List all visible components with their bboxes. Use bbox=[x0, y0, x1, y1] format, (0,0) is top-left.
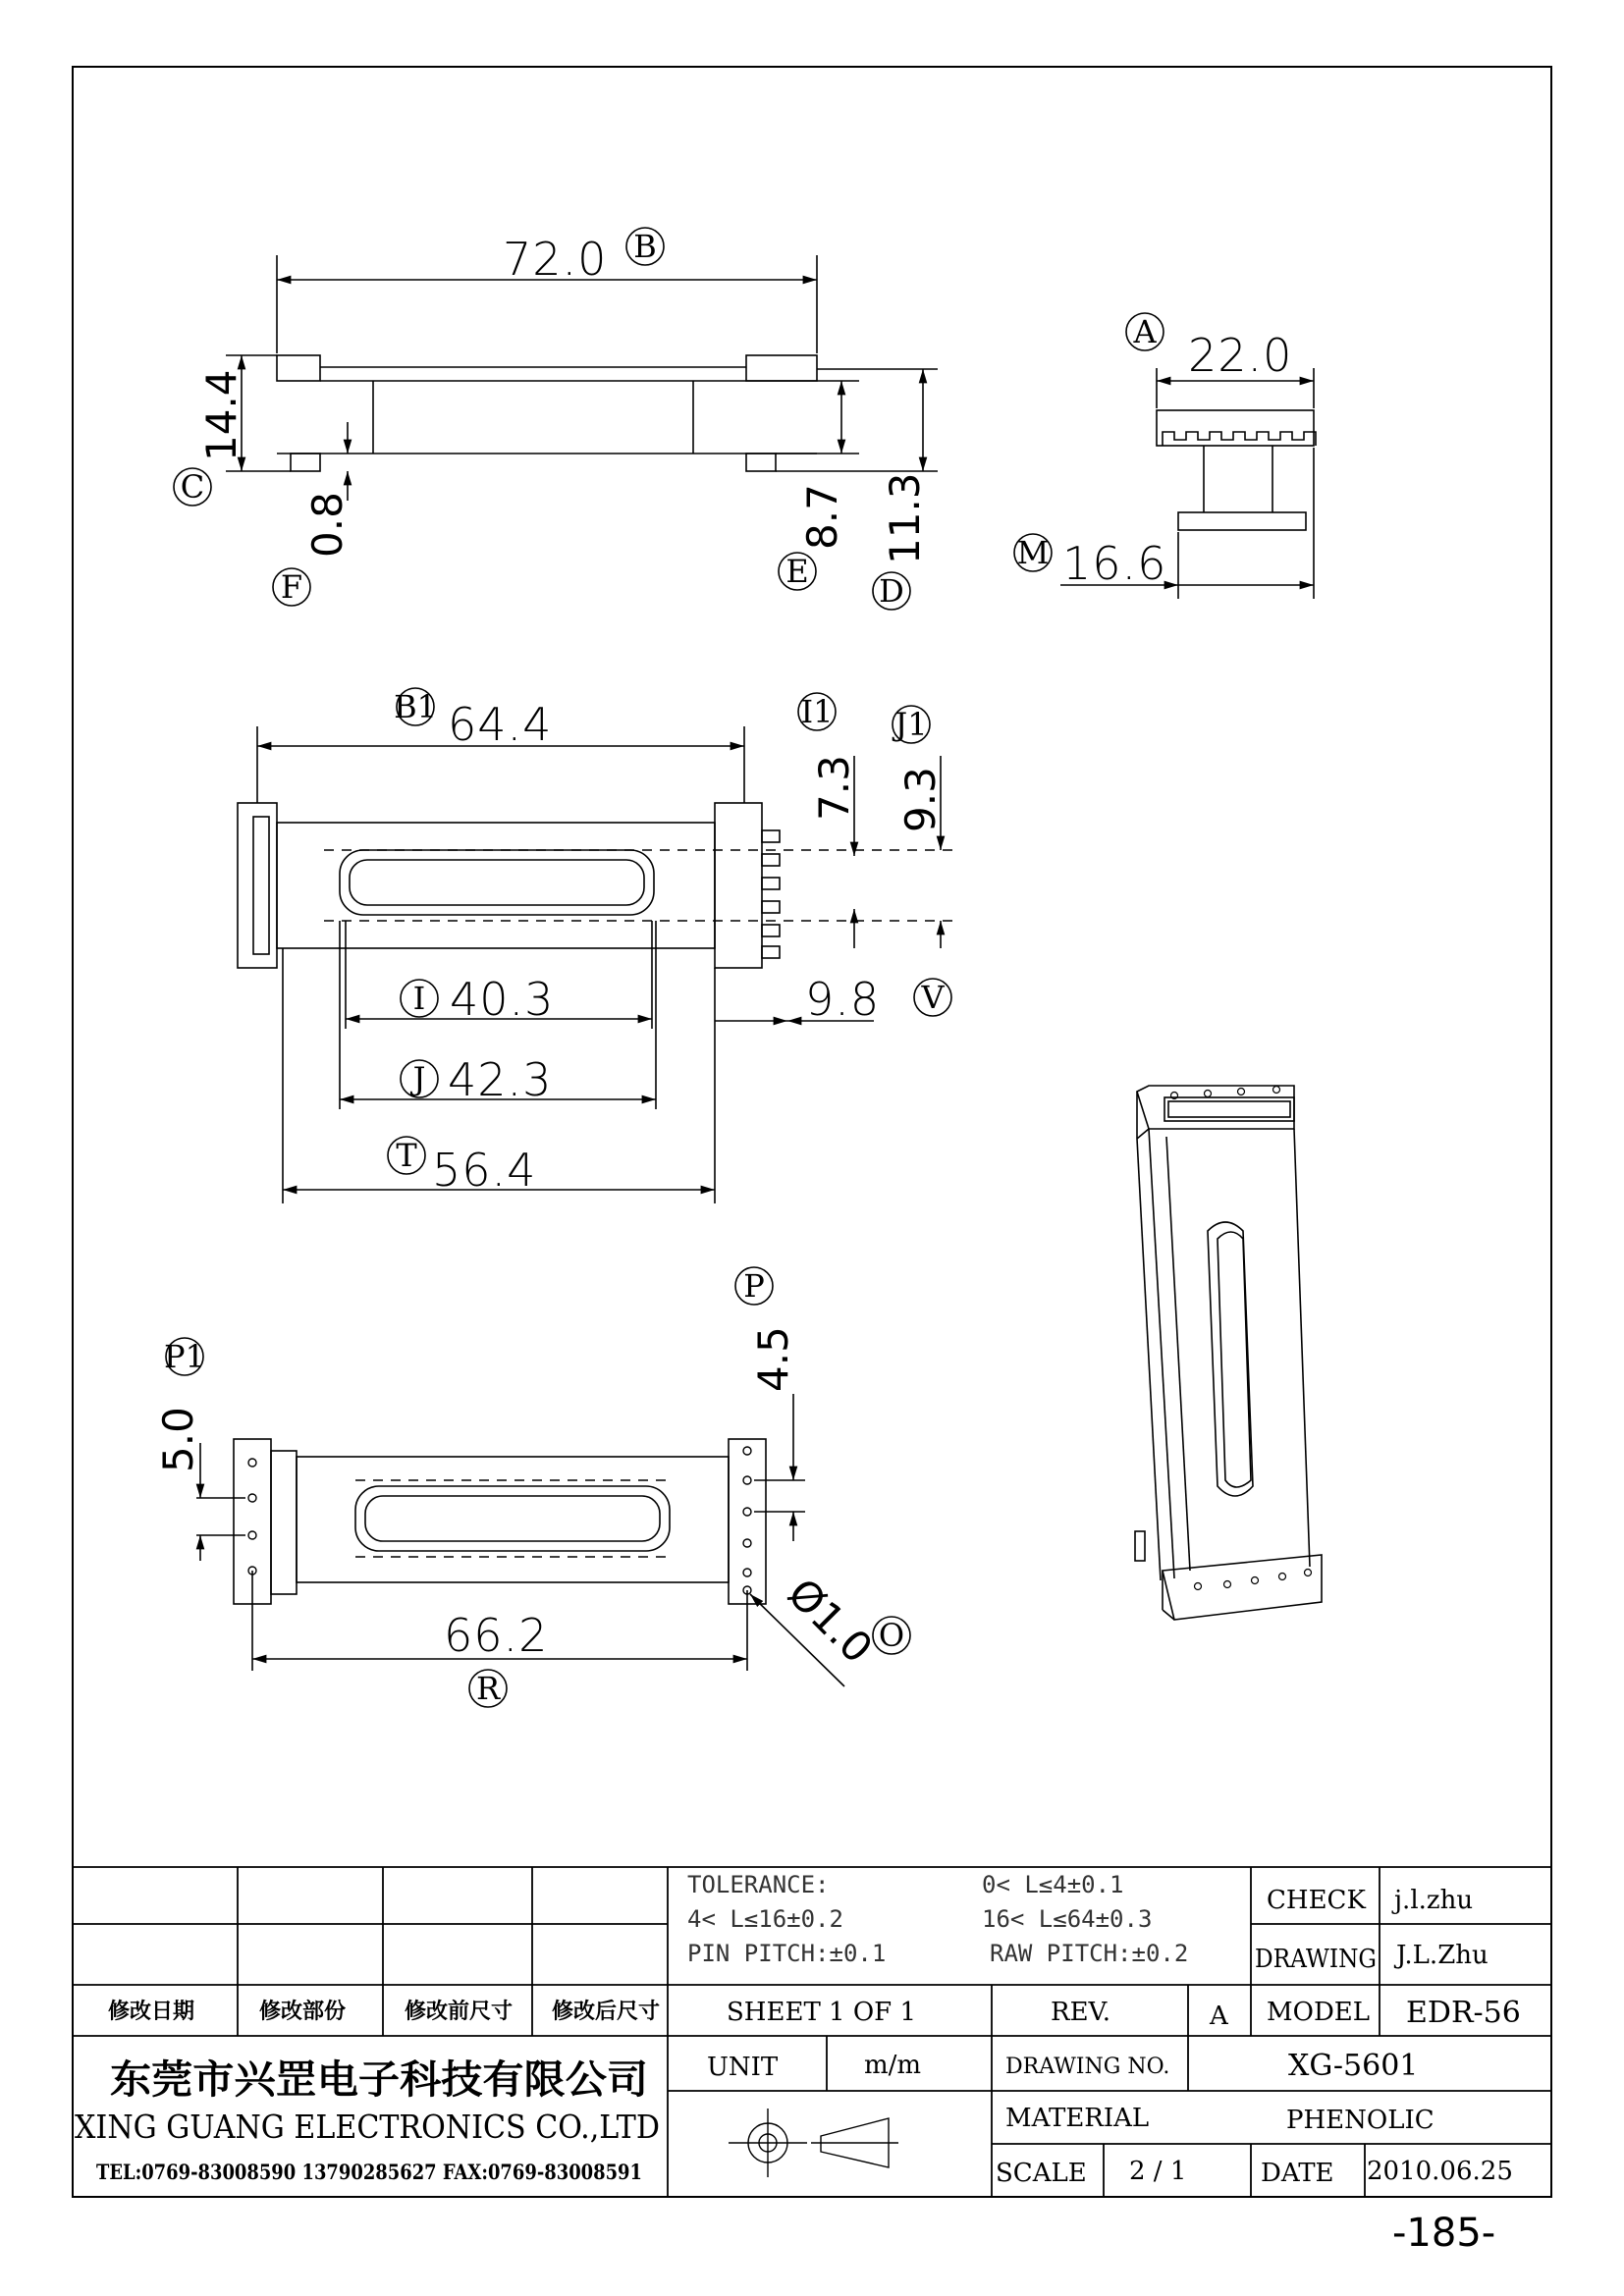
dim-E-letter: E bbox=[785, 553, 809, 590]
dim-I1 bbox=[798, 693, 858, 821]
dim-B1-value: 64.4 bbox=[448, 698, 553, 751]
dim-B bbox=[503, 228, 664, 286]
dim-T bbox=[388, 1137, 536, 1197]
tolerance-r2: 4< L≤16±0.2 bbox=[687, 1905, 843, 1933]
tolerance-label: TOLERANCE: bbox=[687, 1871, 830, 1898]
dim-B1-letter: B1 bbox=[394, 688, 437, 725]
tolerance-block bbox=[687, 1871, 1188, 1967]
pin-pitch: PIN PITCH:±0.1 bbox=[687, 1940, 887, 1967]
dim-B-value: 72.0 bbox=[503, 233, 608, 286]
front-view bbox=[226, 255, 938, 501]
dim-B1 bbox=[394, 688, 552, 751]
dim-F-value: 0.8 bbox=[303, 492, 352, 558]
rev-header-before: 修改前尺寸 bbox=[405, 2000, 514, 2024]
dim-B-letter: B bbox=[633, 228, 657, 265]
rev-header-after: 修改后尺寸 bbox=[552, 2000, 661, 2024]
dim-J1-letter: J1 bbox=[894, 706, 928, 743]
dim-J-letter: J bbox=[412, 1060, 426, 1097]
dim-J1-value: 9.3 bbox=[896, 767, 945, 832]
isometric-view bbox=[1135, 1086, 1322, 1620]
dim-J bbox=[401, 1053, 552, 1106]
material-label: MATERIAL bbox=[1005, 2104, 1150, 2133]
dim-O-letter: O bbox=[878, 1617, 905, 1654]
unit-label: UNIT bbox=[707, 2053, 779, 2082]
dim-M-value: 16.6 bbox=[1062, 537, 1167, 590]
drawing-no-label: DRAWING NO. bbox=[1005, 2055, 1170, 2079]
dim-V-value: 9.8 bbox=[805, 973, 881, 1026]
page-number: -185- bbox=[1392, 2211, 1496, 2256]
sheet-info: SHEET 1 OF 1 bbox=[727, 1998, 917, 2027]
dim-R-letter: R bbox=[475, 1670, 501, 1707]
dim-I-letter: I bbox=[412, 980, 426, 1017]
dim-R-value: 66.2 bbox=[444, 1609, 549, 1662]
company-name-en: XING GUANG ELECTRONICS CO.,LTD bbox=[75, 2108, 660, 2146]
check-value: j.l.zhu bbox=[1394, 1886, 1474, 1915]
dim-P-value: 4.5 bbox=[749, 1326, 797, 1392]
dim-I-value: 40.3 bbox=[450, 973, 555, 1026]
dim-E-value: 8.7 bbox=[798, 484, 846, 550]
dim-M bbox=[1014, 534, 1166, 590]
dim-J-value: 42.3 bbox=[448, 1053, 553, 1106]
rev-label: REV. bbox=[1051, 1998, 1111, 2027]
dim-P1-value: 5.0 bbox=[154, 1407, 202, 1472]
dim-A bbox=[1126, 313, 1292, 382]
dim-M-letter: M bbox=[1016, 534, 1050, 571]
dim-P-letter: P bbox=[743, 1267, 765, 1305]
rev-value: A bbox=[1210, 2002, 1228, 2031]
dim-P1 bbox=[154, 1338, 205, 1472]
dim-T-letter: T bbox=[396, 1137, 417, 1174]
dim-T-value: 56.4 bbox=[432, 1144, 537, 1197]
material-value: PHENOLIC bbox=[1286, 2106, 1435, 2135]
dim-P1-letter: P1 bbox=[164, 1338, 205, 1375]
dim-P bbox=[735, 1267, 797, 1392]
dim-V bbox=[805, 973, 951, 1026]
dim-D bbox=[873, 472, 929, 610]
dim-C bbox=[174, 369, 245, 506]
dim-E bbox=[779, 484, 846, 590]
raw-pitch: RAW PITCH:±0.2 bbox=[990, 1940, 1189, 1967]
tolerance-r1: 0< L≤4±0.1 bbox=[982, 1871, 1124, 1898]
projection-symbol-icon bbox=[729, 2109, 898, 2177]
dim-C-letter: C bbox=[180, 468, 205, 506]
date-value: 2010.06.25 bbox=[1367, 2157, 1513, 2186]
dim-O-value: Ø1.0 bbox=[778, 1569, 883, 1673]
dim-V-letter: V bbox=[921, 979, 945, 1016]
dim-O bbox=[779, 1569, 910, 1672]
drawing-value: J.L.Zhu bbox=[1396, 1941, 1489, 1970]
check-label: CHECK bbox=[1267, 1886, 1366, 1915]
rev-header-part: 修改部份 bbox=[259, 2000, 347, 2024]
scale-label: SCALE bbox=[996, 2159, 1087, 2188]
company-contact: TEL:0769-83008590 13790285627 FAX:0769-83008591 bbox=[96, 2160, 642, 2184]
dim-I1-value: 7.3 bbox=[810, 755, 858, 821]
dim-R bbox=[444, 1609, 548, 1707]
dim-A-letter: A bbox=[1133, 313, 1157, 350]
dim-D-value: 11.3 bbox=[881, 472, 929, 564]
dim-I bbox=[401, 973, 554, 1026]
tolerance-r3: 16< L≤64±0.3 bbox=[982, 1905, 1153, 1933]
model-label: MODEL bbox=[1267, 1998, 1371, 2027]
dim-A-value: 22.0 bbox=[1188, 329, 1293, 382]
dim-D-letter: D bbox=[879, 572, 904, 610]
model-value: EDR-56 bbox=[1406, 1996, 1521, 2030]
dim-F bbox=[273, 492, 352, 606]
rev-header-date: 修改日期 bbox=[108, 2000, 195, 2024]
date-label: DATE bbox=[1261, 2159, 1334, 2188]
company-name-cn: 东莞市兴罡电子科技有限公司 bbox=[110, 2057, 648, 2103]
dim-C-value: 14.4 bbox=[197, 369, 245, 461]
dim-F-letter: F bbox=[280, 568, 303, 606]
dim-J1 bbox=[892, 706, 945, 832]
scale-value: 2 / 1 bbox=[1129, 2157, 1187, 2186]
drawing-no-value: XG-5601 bbox=[1288, 2049, 1419, 2083]
unit-value: m/m bbox=[864, 2051, 922, 2080]
drawing-label: DRAWING bbox=[1255, 1945, 1377, 1974]
dim-I1-letter: I1 bbox=[800, 693, 834, 730]
